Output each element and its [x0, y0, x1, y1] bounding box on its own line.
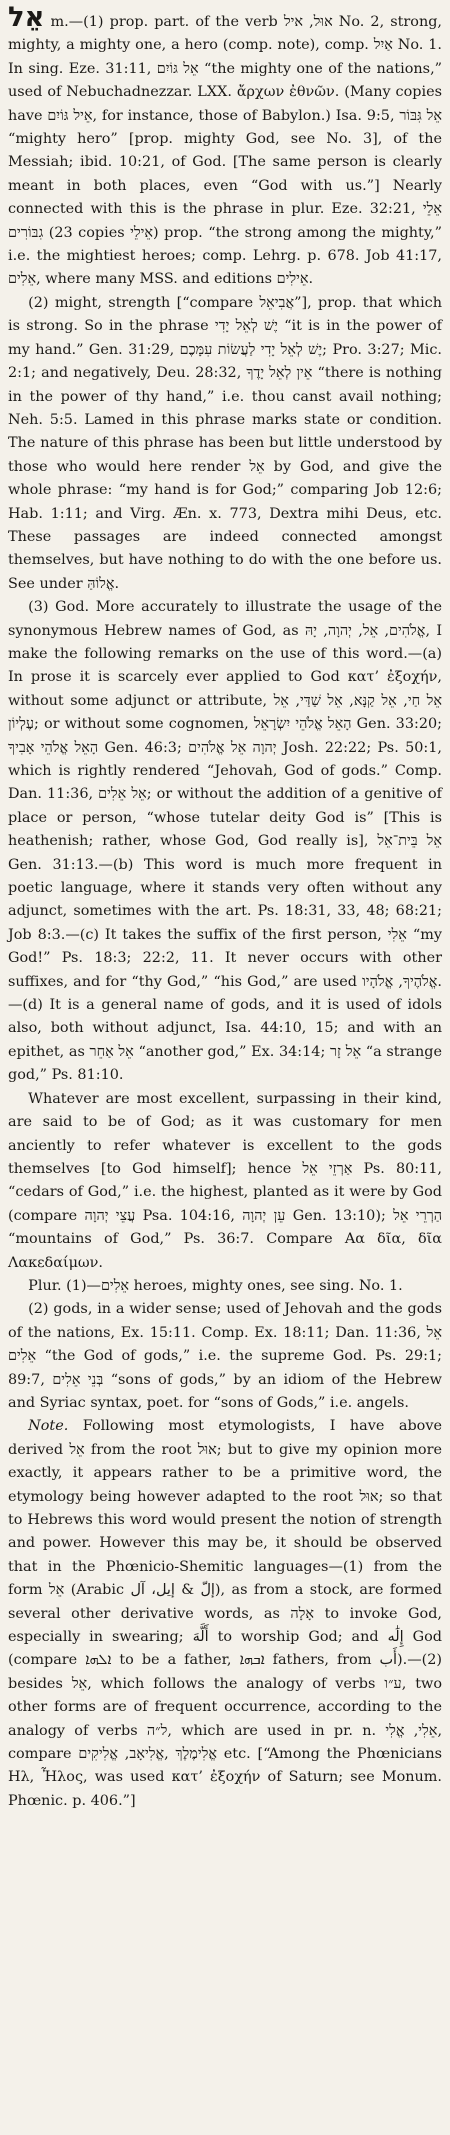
- entry-lemma: אֵל: [8, 2, 45, 33]
- entry-excellence-paragraph: Whatever are most excellent, surpassing in their kind, are said to be of God; as it was customary for men anciently to refer whatever is excellent to the gods themselves [to God himself]; hence אַרְזֵי אֵל Ps. 80:11, “cedars of God,” i.e. the highest, planted as it were by God (compare עֲצֵי יְהוָה Psa. 104:16, עֵן יְהוָה Gen. 13:10); הַרְרֵי אֵל “mountains of God,” Ps. 36:7. Compare Aα δῖα, δῖα Λακεδαίμων.: [8, 1090, 442, 1271]
- entry-sense-3: (3) God. More accurately to illustrate the usage of the synonymous Hebrew names of God, as אֱלֹהִים, אֵל, יְהוָה, יָהּ, I make the following remarks on the use of this word.—(a) In prose it is scarcely ever applied to God κατ’ ἐξοχήν, without some adjunct or attribute, אֵל חַי, אֵל קַנָּא, אֵל שַׁדַּי, אֵל עֶלְיוֹן; or without some cognomen, הָאֵל אֱלֹהֵי יִשְׂרָאֵל Gen. 33:20; הָאֵל אֱלֹהֵי אָבִיךָ Gen. 46:3; יְהוָה אֵל אֱלֹהִים Josh. 22:22; Ps. 50:1, which is rightly rendered “Jehovah, God of gods.” Comp. Dan. 11:36, אֵל אֵלִים; or without the addition of a genitive of place or person, “whose tutelar deity God is” [This is heathenish; rather, whose God, God really is], אֵל בֵּית־אֵל Gen. 31:13.—(b) This word is much more frequent in poetic language, where it stands very often without any adjunct, sometimes with the art. Ps. 18:31, 33, 48; 68:21; Job 8:3.—(c) It takes the suffix of the first person, אֵלִי “my God!” Ps. 18:3; 22:2, 11. It never occurs with other suffixes, and for “thy God,” “his God,” are used אֱלֹהֶיךָ, אֱלֹהָיו.—(d) It is a general name of gods, and it is used of idols also, both without adjunct, Isa. 44:10, 15; and with an epithet, as אֵל אַחֵר “another god,” Ex. 34:14; אֵל זָר “a strange god,” Ps. 81:10.: [8, 599, 443, 1084]
- entry-sense-1: [8, 2, 443, 292]
- sense-1-text: m.—(1) prop. part. of the verb אוּל, איל No. 2, strong, mighty, a mighty one, a hero (comp. note), comp. אַיִל No. 1. In sing. Eze. 31:11, אֵל גּוֹיִם “the mighty one of the nations,” used of Nebuchadnezzar. LXX. ἄρχων ἐθνῶν. (Many copies have אֵיל גּוֹיִם, for instance, those of Babylon.) Isa. 9:5, אֵל גִּבּוֹר “mighty hero” [prop. mighty God, see No. 3], of the Messiah; ibid. 10:21, of God. [The same person is clearly meant in both places, even “God with us.”] Nearly connected with this is the phrase in plur. Eze. 32:21, אֵלֵי גִבּוֹרִים (23 copies אֵילֵי) prop. “the strong among the mighty,” i.e. the mightiest heroes; comp. Lehrg. p. 678. Job 41:17, אֵלִים, where many MSS. and editions אֵילִים.: [8, 14, 443, 288]
- entry-plural-sense-1: Plur. אֵלִים—(1) heroes, mighty ones, see sing. No. 1.: [28, 1277, 403, 1294]
- note-label: Note.: [28, 1418, 69, 1435]
- entry-plural-sense-2: (2) gods, in a wider sense; used of Jehovah and the gods of the nations, Ex. 15:11. Comp. Ex. 18:11; Dan. 11:36, אֵל אֵלִים “the God of gods,” i.e. the supreme God. Ps. 29:1; 89:7, בְּנֵי אֵלִים “sons of gods,” by an idiom of the Hebrew and Syriac syntax, poet. for “sons of Gods,” i.e. angels.: [8, 1301, 442, 1411]
- note-text: Following most etymologists, I have above derived אֵל from the root אוּל; but to give my opinion more exactly, it appears rather to be a primitive word, the etymology being however adapted to the root אוּל; so that to Hebrews this word would present the notion of strength and power. However this may be, it should be observed that in the Phœnicio-Shemitic languages—(1) from the form אֵל (Arabic إلّ & إيل، آل), as from a stock, are formed several other derivative words, as אָלָה to invoke God, especially in swearing; أَلَّهَ to worship God; and إِلَٰه God (compare ܐܠܗܐ to be a father, ܐܒܗܐ fathers, from أَب).—(2) besides אֵל, which follows the analogy of verbs ע״ו, two other forms are of frequent occurrence, according to the analogy of verbs ל״ה, which are used in pr. n. אֵלִי, אֱלִי, compare אֱלִימֶלֶךְ ,אֱלִיאָב, אֱלִיקִים etc. [“Among the Phœnicians Ηλ, Ἦλος, was used κατ’ ἐξοχήν of Saturn; see Monum. Phœnic. p. 406.”]: [8, 1418, 443, 1809]
- entry-etymology-note: [8, 1415, 442, 1813]
- entry-sense-2: (2) might, strength [“compare אֲבִיאֵל”], prop. that which is strong. So in the phrase יֶשׁ לְאֵל יָדִי “it is in the power of my hand.” Gen. 31:29, יֶשׁ לְאֵל יָדִי לַעֲשׂוֹת עִמָּכֶם; Pro. 3:27; Mic. 2:1; and negatively, Deu. 28:32, אֵין לְאֵל יָדֶךָ “there is nothing in the power of thy hand,” i.e. thou canst avail nothing; Neh. 5:5. Lamed in this phrase marks state or condition. The nature of this phrase has been but little understood by those who would here render אֵל by God, and give the whole phrase: “my hand is for God;” comparing Job 12:6; Hab. 1:11; and Virg. Æn. x. 773, Dextra mihi Deus, etc. These passages are indeed connected amongst themselves, but have nothing to do with the one before us. See under אֱלוֹהַּ.: [8, 294, 443, 592]
